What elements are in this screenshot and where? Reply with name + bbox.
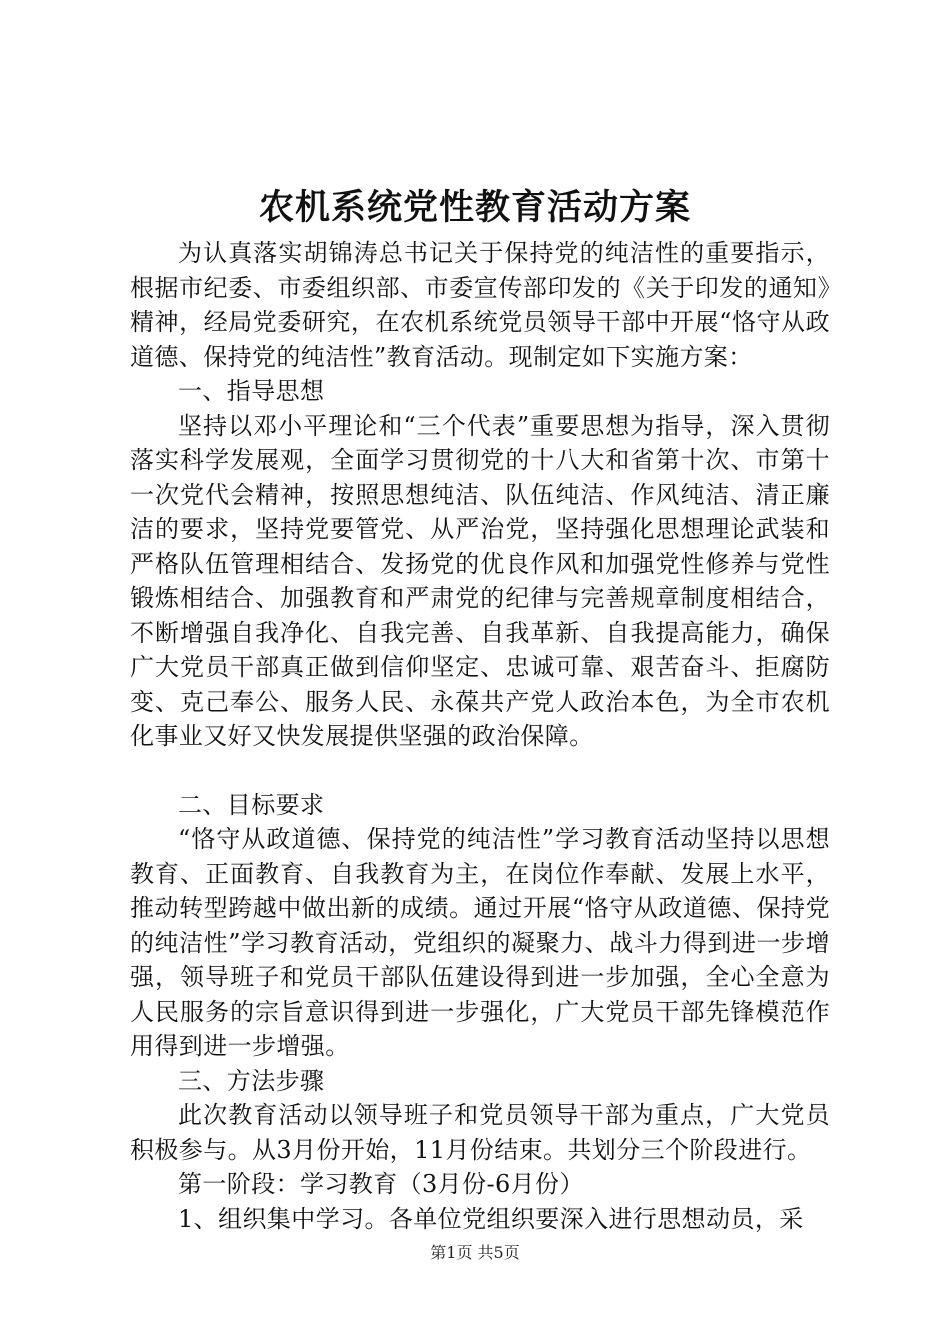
goals-paragraph: “恪守从政道德、保持党的纯洁性”学习教育活动坚持以思想教育、正面教育、自我教育为主，在岗位作奉献、发展上水平，推动转型跨越中做出新的成绩。通过开展“恪守从政道德、保持党的纯洁性”学习教育活动，党组织的凝聚力、战斗力得到进一步增强，领导班子和党员干部队伍建设得到进一步加强，全心全意为人民服务的宗旨意识得到进一步强化，广大党员干部先锋模范作用得到进一步增强。 bbox=[130, 825, 830, 1060]
guiding-ideology-paragraph: 坚持以邓小平理论和“三个代表”重要思想为指导，深入贯彻落实科学发展观，全面学习贯彻党的十八大和省第十次、市第十一次党代会精神，按照思想纯洁、队伍纯洁、作风纯洁、清正廉洁的要求，坚持党要管党、从严治党，坚持强化思想理论武装和严格队伍管理相结合、发扬党的优良作风和加强党性修养与党性锻炼相结合、加强教育和严肃党的纪律与完善规章制度相结合，不断增强自我净化、自我完善、自我革新、自我提高能力，确保广大党员干部真正做到信仰坚定、忠诚可靠、艰苦奋斗、拒腐防变、克己奉公、服务人民、永葆共产党人政治本色，为全市农机化事业又好又快发展提供坚强的政治保障。 bbox=[130, 411, 830, 750]
section-heading-goals: 二、目标要求 bbox=[178, 790, 325, 819]
intro-paragraph: 为认真落实胡锦涛总书记关于保持党的纯洁性的重要指示，根据市纪委、市委组织部、市委宣传部印发的《关于印发的通知》精神，经局党委研究，在农机系统党员领导干部中开展“恪守从政道德、保持党的纯洁性”教育活动。现制定如下实施方案： bbox=[130, 239, 830, 371]
page-number-footer: 第1页 共5页 bbox=[430, 1243, 520, 1262]
document-body bbox=[130, 236, 830, 1236]
section-heading-guiding-ideology: 一、指导思想 bbox=[178, 377, 325, 405]
section-heading-method-steps: 三、方法步骤 bbox=[178, 1066, 325, 1095]
document-title: 农机系统党性教育活动方案 bbox=[258, 187, 691, 228]
phase-one-heading: 第一阶段：学习教育（3月份-6月份） bbox=[178, 1170, 584, 1198]
phase-one-item-1: 1、组织集中学习。各单位党组织要深入进行思想动员，采 bbox=[178, 1204, 804, 1233]
method-steps-paragraph: 此次教育活动以领导班子和党员领导干部为重点，广大党员积极参与。从3月份开始，11月份结束。共划分三个阶段进行。 bbox=[130, 1101, 830, 1164]
